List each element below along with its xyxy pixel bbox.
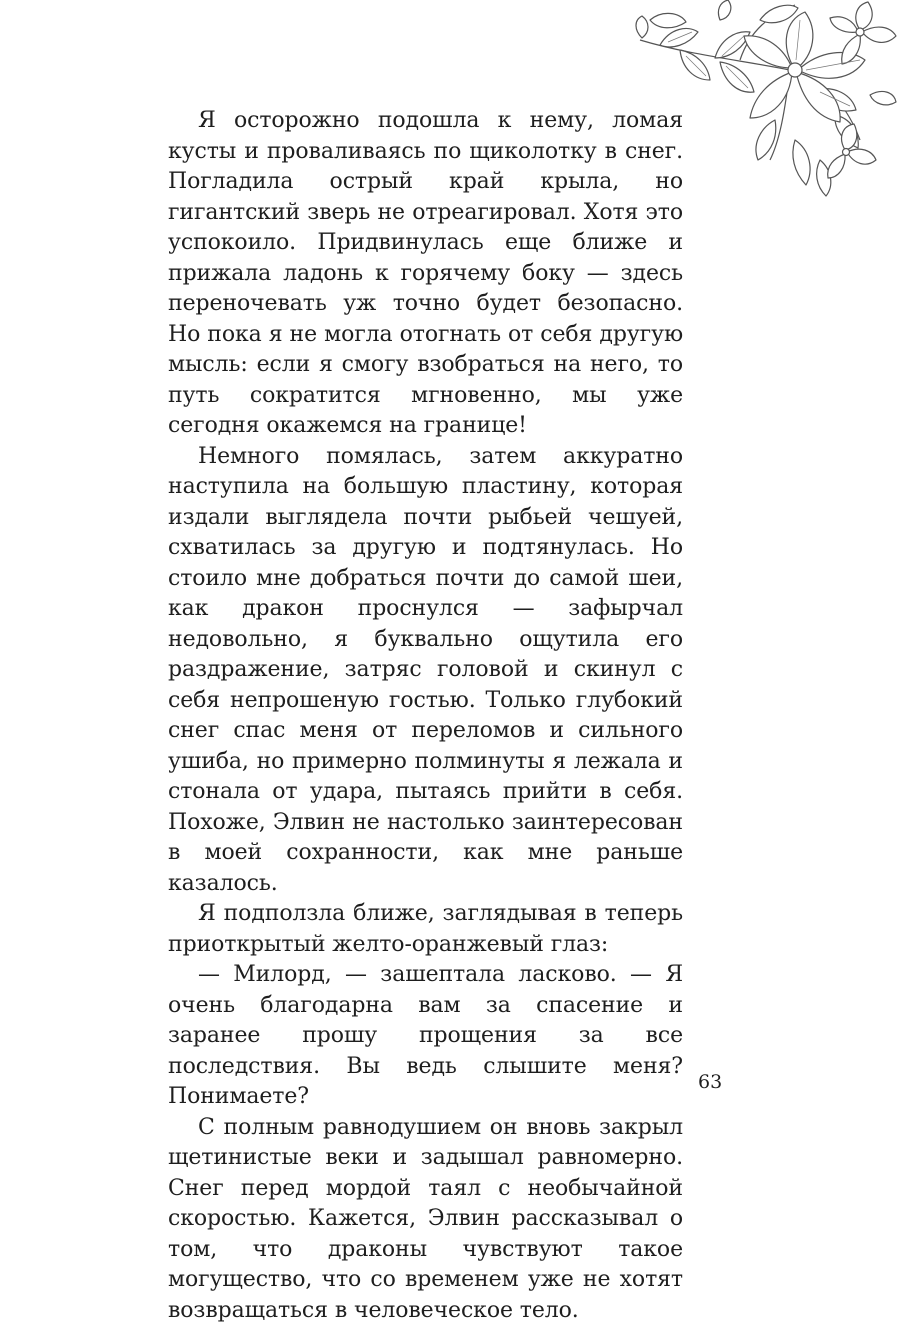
paragraph: С полным равнодушием он вновь закрыл щетинистые веки и задышал равномерно. Снег перед мордой таял с необычайной скоростью. Кажется, Элвин рассказывал о том, что драконы чувствуют такое могущество, что со временем уже не хотят возвращаться в человеческое тело. [168, 1113, 683, 1326]
paragraph: Я подползла ближе, заглядывая в теперь приоткрытый желто-оранжевый глаз: [168, 899, 683, 960]
page-number: 63 [698, 1068, 722, 1096]
page-body-text [168, 106, 683, 1326]
paragraph: Я осторожно подошла к нему, ломая кусты и проваливаясь по щиколотку в снег. Погладила острый край крыла, но гигантский зверь не отреагировал. Хотя это успокоило. Придвинулась еще ближе и прижала ладонь к горячему боку — здесь переночевать уж точно будет безопасно. Но пока я не могла отогнать от себя другую мысль: если я смогу взобраться на него, то путь сократится мгновенно, мы уже сегодня окажемся на границе! [168, 106, 683, 442]
paragraph: Немного помялась, затем аккуратно наступила на большую пластину, которая издали выглядела почти рыбьей чешуей, схватилась за другую и подтянулась. Но стоило мне добраться почти до самой шеи, как дракон проснулся — зафырчал недовольно, я буквально ощутила его раздражение, затряс головой и скинул с себя непрошеную гостью. Только глубокий снег спас меня от переломов и сильного ушиба, но примерно полминуты я лежала и стонала от удара, пытаясь прийти в себя. Похоже, Элвин не настолько заинтересован в моей сохранности, как мне раньше казалось. [168, 442, 683, 900]
paragraph: — Милорд, — зашептала ласково. — Я очень благодарна вам за спасение и заранее прошу прощения за все последствия. Вы ведь слышите меня? Понимаете? [168, 960, 683, 1113]
